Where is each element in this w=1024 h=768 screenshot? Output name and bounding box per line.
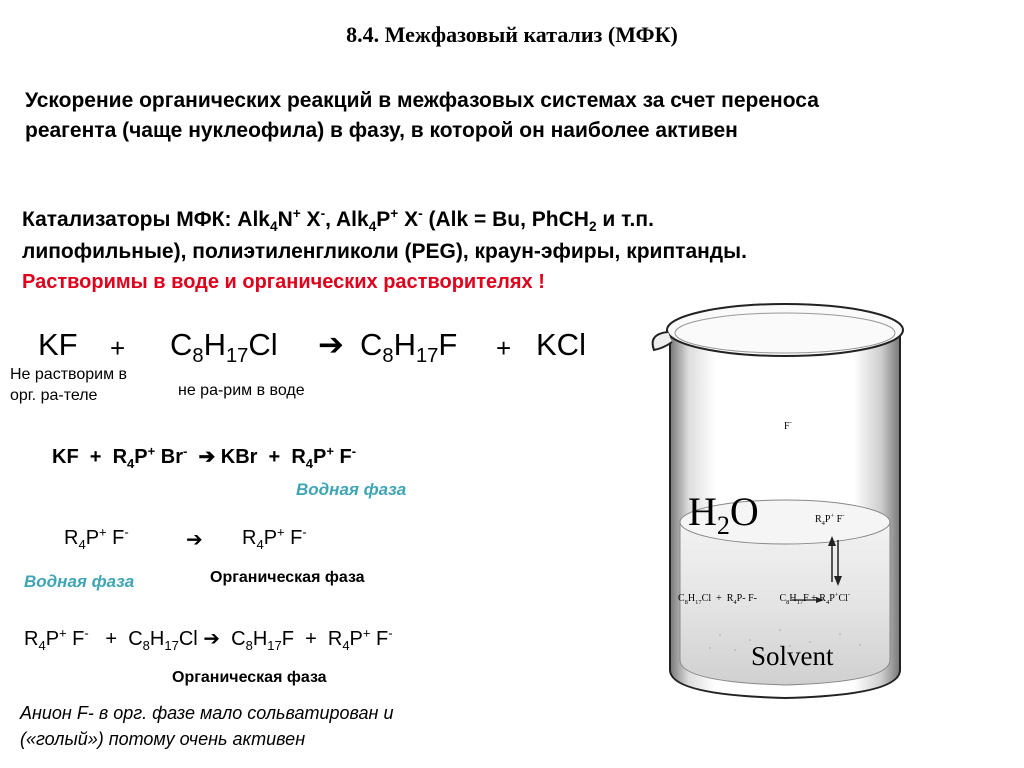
reaction4-equation: $R_4P^+$ $F^- + C_8H_{17}Cl$ ➔ $C_8H_{17}F + R_4P^+$ F-	[24, 625, 393, 653]
reaction3-left: $R_4P^+$ F-	[64, 524, 129, 552]
beaker-reaction-equation: $C_8H_{17}Cl + R_4P-$ F- $C_8H_{17}F + R_4P^+Cl^-$	[678, 591, 851, 606]
reaction1-c8h17cl: $C_8H_{17}Cl$	[170, 327, 278, 368]
catalysts-line-1: Катализаторы МФК: Alk$_4$N+ X-, Alk$_4$P+ X- (Alk = Bu, PhCH$_2$ и т.п.	[22, 206, 654, 235]
beaker-r4pf-label: $R_4P^+$ F-	[815, 512, 845, 527]
reaction1-kf: KF	[38, 327, 78, 362]
reaction3-right: $R_4P^+$ F-	[242, 524, 307, 552]
reaction3-arrow: ➔	[186, 529, 203, 551]
catalysts-line-2: липофильные), полиэтиленгликоли (PEG), краун-эфиры, криптанды.	[22, 240, 747, 263]
intro-paragraph: Ускорение органических реакций в межфазовых системах за счет переноса реагента (чаще нуклеофила) в фазу, в которой он наиболее активен	[25, 89, 819, 142]
reaction3-phase-aqueous: Водная фаза	[24, 572, 135, 591]
reaction3-phase-organic: Органическая фаза	[210, 569, 365, 586]
reaction2-equation: KF + $R_4P^+$ Br- ➔ KBr + $R_4P^+$ F-	[52, 443, 357, 471]
reaction1-plus-2: +	[496, 333, 512, 363]
page-title: 8.4. Межфазовый катализ (МФК)	[346, 22, 678, 47]
reaction1-plus-1: +	[110, 333, 126, 363]
anion-note: Анион F- в орг. фазе мало сольватирован и («голый») потому очень активен	[20, 703, 394, 749]
catalysts-solubility-note: Растворимы в воде и органических растворителях !	[22, 271, 545, 293]
reaction1-arrow: ➔	[318, 327, 344, 362]
reaction4-phase-organic: Органическая фаза	[172, 669, 327, 686]
beaker-f-minus-label: F-	[784, 419, 792, 432]
reaction1-note-insoluble-organic: Не растворим в орг. ра-теле	[10, 366, 128, 404]
beaker-solvent-label: Solvent	[751, 641, 834, 671]
reaction2-phase-label: Водная фаза	[296, 480, 407, 499]
beaker-h2o-label: $H_2O$	[688, 489, 759, 540]
reaction1-note-insoluble-water: не ра-рим в воде	[178, 382, 305, 399]
reaction1-c8h17f: $C_8H_{17}F$	[360, 327, 458, 368]
reaction1-kcl: KCl	[536, 327, 586, 362]
